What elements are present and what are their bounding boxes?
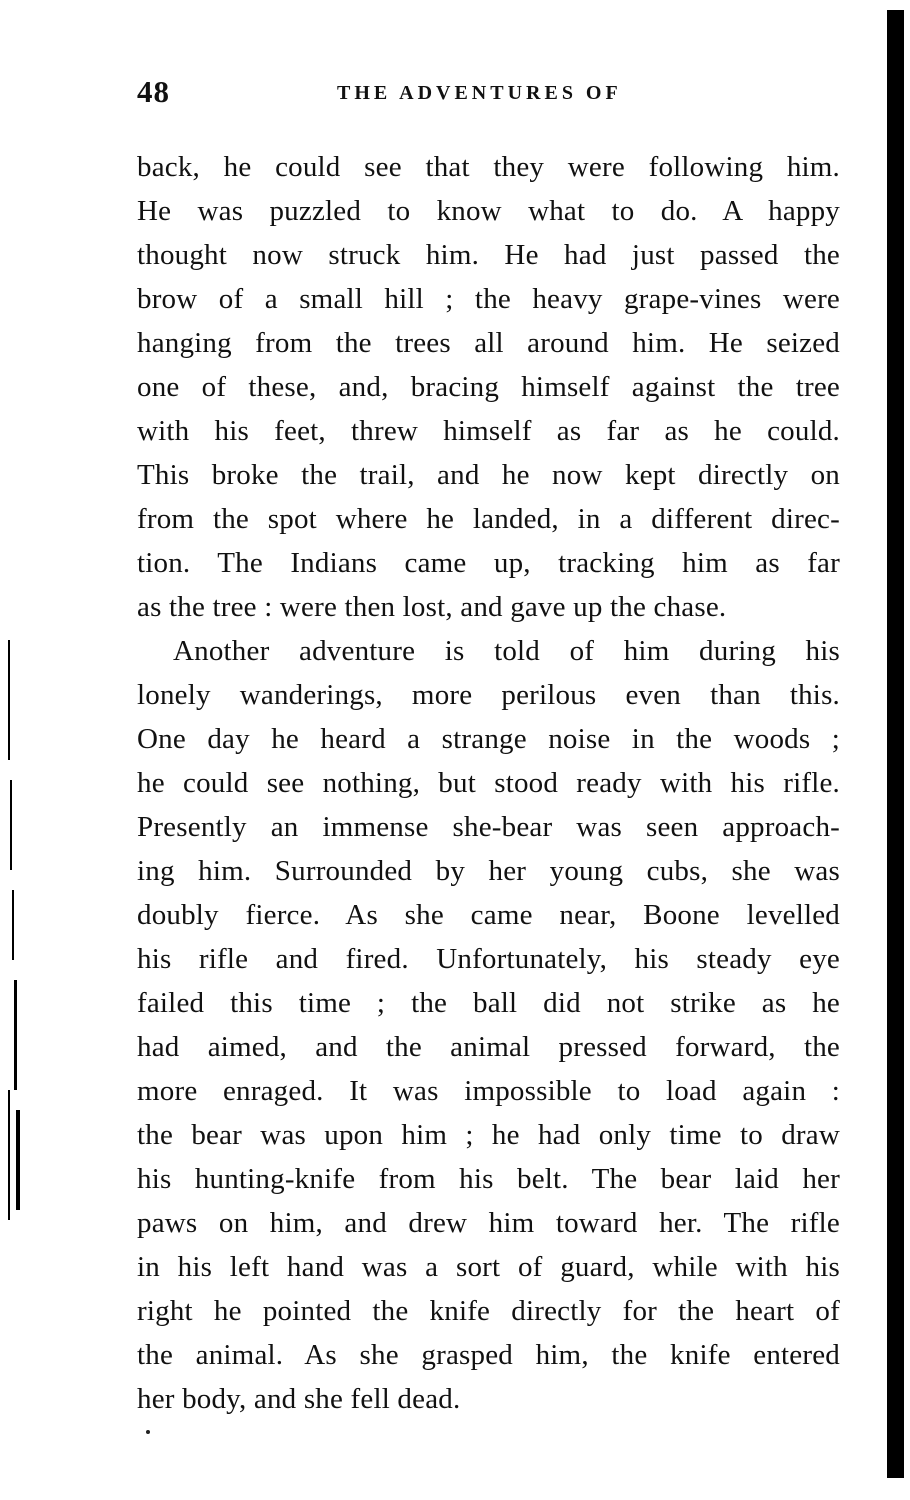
page-number: 48 — [137, 74, 170, 109]
text-line: right he pointed the knife directly for the heart of — [137, 1295, 840, 1327]
margin-mark — [8, 1090, 10, 1220]
text-line: the bear was upon him ; he had only time to draw — [137, 1119, 840, 1151]
text-line: This broke the trail, and he now kept directly on — [137, 459, 840, 491]
text-line: he could see nothing, but stood ready with his rifle. — [137, 767, 840, 799]
text-line: He was puzzled to know what to do. A happy — [137, 195, 840, 227]
body-text — [137, 145, 840, 1421]
left-margin-marks — [2, 640, 28, 1240]
text-line: doubly fierce. As she came near, Boone levelled — [137, 899, 840, 931]
text-line: her body, and she fell dead. — [137, 1383, 461, 1415]
text-line: more enraged. It was impossible to load again : — [137, 1075, 840, 1107]
text-line: his hunting-knife from his belt. The bear laid her — [137, 1163, 840, 1195]
text-line: hanging from the trees all around him. He seized — [137, 327, 840, 359]
page-edge-shadow — [887, 10, 904, 1478]
margin-mark — [16, 1110, 20, 1210]
text-line: One day he heard a strange noise in the woods ; — [137, 723, 840, 755]
text-line: tion. The Indians came up, tracking him as far — [137, 547, 840, 579]
margin-mark — [14, 980, 17, 1090]
text-line: thought now struck him. He had just passed the — [137, 239, 840, 271]
text-line: Another adventure is told of him during his — [173, 635, 840, 667]
text-line: failed this time ; the ball did not strike as he — [137, 987, 840, 1019]
margin-mark — [10, 780, 12, 870]
text-line: ing him. Surrounded by her young cubs, she was — [137, 855, 840, 887]
text-line: brow of a small hill ; the heavy grape-vines were — [137, 283, 840, 315]
text-line: the animal. As she grasped him, the knife entered — [137, 1339, 840, 1371]
text-line: from the spot where he landed, in a different direc- — [137, 503, 840, 535]
text-line: with his feet, threw himself as far as he could. — [137, 415, 840, 447]
print-speck — [146, 1430, 150, 1434]
text-line: as the tree : were then lost, and gave up the chase. — [137, 591, 727, 623]
text-line: back, he could see that they were following him. — [137, 151, 840, 183]
running-title: THE ADVENTURES OF — [337, 82, 622, 104]
text-line: had aimed, and the animal pressed forward, the — [137, 1031, 840, 1063]
text-line: lonely wanderings, more perilous even than this. — [137, 679, 840, 711]
text-line: Presently an immense she-bear was seen approach- — [137, 811, 840, 843]
text-line: one of these, and, bracing himself against the tree — [137, 371, 840, 403]
page-edge-mark — [896, 1300, 899, 1460]
text-line: paws on him, and drew him toward her. The rifle — [137, 1207, 840, 1239]
margin-mark — [12, 890, 14, 960]
page-header — [137, 74, 847, 114]
text-line: in his left hand was a sort of guard, while with his — [137, 1251, 840, 1283]
margin-mark — [8, 640, 10, 760]
text-line: his rifle and fired. Unfortunately, his steady eye — [137, 943, 840, 975]
